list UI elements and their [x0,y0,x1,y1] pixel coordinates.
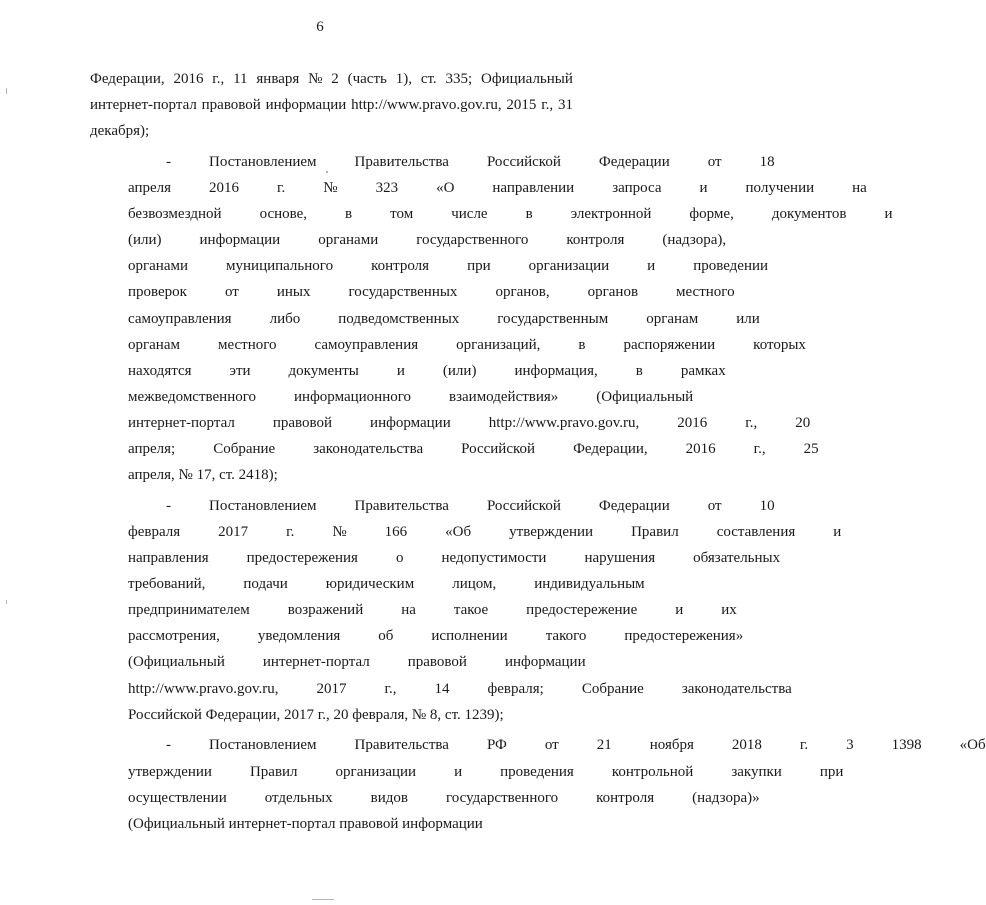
text-line: направления предостережения о недопустимости нарушения обязательных [128,550,781,567]
text-line: (Официальный интернет-портал правовой информации [128,654,586,671]
scan-artifact [6,88,7,94]
text-line: апреля 2016 г. № 323 «О направлении запроса и получении на [128,180,867,197]
text-line: проверок от иных государственных органов, органов местного [128,284,735,301]
text-line: декабря); [90,123,150,140]
text-line: самоуправления либо подведомственных государственным органам или [128,310,760,327]
text-line: безвозмездной основе, в том числе в электронной форме, документов и [128,206,893,223]
text-line: органами муниципального контроля при организации и проведении [128,258,769,275]
text-line: интернет-портал правовой информации http://www.pravo.gov.ru, 2016 г., 20 [128,414,811,431]
paragraph [90,732,986,836]
text-line: межведомственного информационного взаимодействия» (Официальный [128,388,694,405]
text-line: находятся эти документы и (или) информация, в рамках [128,362,726,379]
scan-artifact [312,899,334,900]
text-line: Российской Федерации, 2017 г., 20 февраля, № 8, ст. 1239); [128,706,504,723]
scan-artifact [326,171,328,173]
text-line: - Постановлением Правительства РФ от 21 ноября 2018 г. 3 1398 «Об [166,737,986,754]
text-line: апреля, № 17, ст. 2418); [128,467,278,484]
document-body [90,66,986,841]
paragraph [90,493,842,728]
scan-artifact [6,600,7,604]
text-line: осуществлении отдельных видов государственного контроля (надзора)» [128,789,760,806]
text-line: (Официальный интернет-портал правовой информации [128,815,483,832]
text-line: органам местного самоуправления организаций, в распоряжении которых [128,336,806,353]
paragraph [90,66,573,144]
text-line: предпринимателем возражений на такое предостережение и их [128,602,737,619]
text-line: требований, подачи юридическим лицом, индивидуальным [128,576,645,593]
text-line: рассмотрения, уведомления об исполнении такого предостережения» [128,628,744,645]
text-line: апреля; Собрание законодательства Российской Федерации, 2016 г., 25 [128,441,819,457]
text-line: Федерации, 2016 г., 11 января № 2 (часть 1), ст. 335; Официальный [90,71,573,87]
text-line: февраля 2017 г. № 166 «Об утверждении Правил составления и [128,523,842,540]
text-line: - Постановлением Правительства Российской Федерации от 18 [166,153,775,170]
text-line: (или) информации органами государственного контроля (надзора), [128,232,727,249]
text-line: утверждении Правил организации и проведения контрольной закупки при [128,763,844,780]
text-line: интернет-портал правовой информации http://www.pravo.gov.ru, 2015 г., 31 [90,97,573,114]
text-line: - Постановлением Правительства Российской Федерации от 10 [166,497,775,514]
paragraph [90,149,893,488]
page-number: 6 [316,19,324,35]
text-line: http://www.pravo.gov.ru, 2017 г., 14 февраля; Собрание законодательства [128,680,792,697]
